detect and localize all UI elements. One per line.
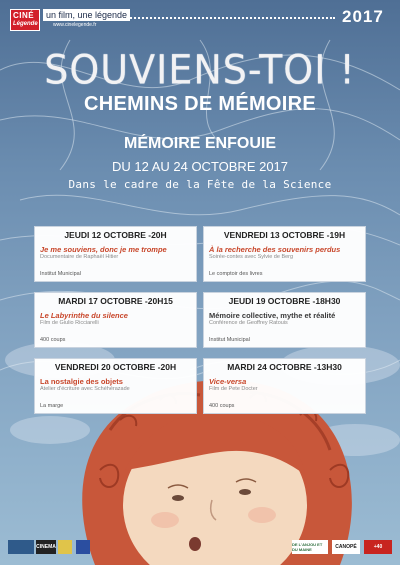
sub-title: CHEMINS DE MÉMOIRE <box>83 93 317 115</box>
event-card[interactable] <box>34 358 197 414</box>
event-venue: 400 coups <box>209 403 235 409</box>
logo-text-cine: CINÉ <box>13 11 35 20</box>
event-film: Je me souviens, donc je me trompe <box>40 245 167 254</box>
sponsor-logo-1[interactable] <box>8 540 34 554</box>
sponsor-logo-canope[interactable]: CANOPÉ <box>332 540 360 554</box>
event-venue: 400 coups <box>40 337 66 343</box>
sponsor-logo-cinema[interactable]: CINEMA <box>36 540 56 554</box>
edition-name: MÉMOIRE ENFOUIE <box>123 135 276 152</box>
event-description: Conférence de Geoffrey Ratouis <box>209 320 288 326</box>
edition-context: Dans le cadre de la Fête de la Science <box>68 178 332 191</box>
cine-legende-logo[interactable] <box>10 9 40 31</box>
logo-text-legende: Légende <box>13 21 38 27</box>
website-link[interactable]: www.cinelegende.fr <box>53 22 97 28</box>
event-day: MARDI 24 OCTOBRE -13H30 <box>227 362 342 372</box>
event-card[interactable] <box>203 226 366 282</box>
edition-dates: DU 12 AU 24 OCTOBRE 2017 <box>111 159 289 174</box>
event-day: VENDREDI 20 OCTOBRE -20H <box>54 362 177 372</box>
event-card[interactable] <box>34 292 197 348</box>
sponsor-logo-2[interactable] <box>58 540 72 554</box>
event-film: Le Labyrinthe du silence <box>40 311 128 320</box>
year-label: 2017 <box>342 7 384 26</box>
event-film: La nostalgie des objets <box>40 377 123 386</box>
event-venue: Institut Municipal <box>40 271 81 277</box>
event-venue: Institut Municipal <box>209 337 250 343</box>
event-card[interactable] <box>34 226 197 282</box>
dotted-divider <box>127 17 335 19</box>
sponsor-logo-radio[interactable]: +40 <box>364 540 392 554</box>
event-film: À la recherche des souvenirs perdus <box>209 245 341 254</box>
event-description: Soirée-contes avec Sylvie de Berg <box>209 254 294 260</box>
top-bar <box>0 0 400 36</box>
event-day: JEUDI 12 OCTOBRE -20H <box>64 230 167 240</box>
event-venue: Le comptoir des livres <box>209 271 263 277</box>
sponsor-footer <box>0 533 400 565</box>
sponsor-logo-bank[interactable]: DE L'ANJOU ET DU MAINE <box>292 540 328 554</box>
event-card[interactable] <box>203 358 366 414</box>
tagline: un film, une légende <box>43 9 130 21</box>
event-film: Vice-versa <box>209 377 247 386</box>
event-day: JEUDI 19 OCTOBRE -18H30 <box>228 296 341 306</box>
event-description: Film de Pete Docter <box>209 386 258 392</box>
event-venue: La marge <box>40 403 64 409</box>
event-description: Film de Giulio Ricciarelli <box>40 320 99 326</box>
event-description: Atelier d'écriture avec Schéhérazade <box>40 386 130 392</box>
event-day: MARDI 17 OCTOBRE -20H15 <box>58 296 173 306</box>
event-card[interactable] <box>203 292 366 348</box>
event-film: Mémoire collective, mythe et réalité <box>209 311 336 320</box>
event-day: VENDREDI 13 OCTOBRE -19H <box>223 230 346 240</box>
main-title: SOUVIENS-TOI ! <box>44 46 356 94</box>
event-description: Documentaire de Raphaël Hitier <box>40 254 119 260</box>
sponsor-logo-3[interactable] <box>76 540 90 554</box>
